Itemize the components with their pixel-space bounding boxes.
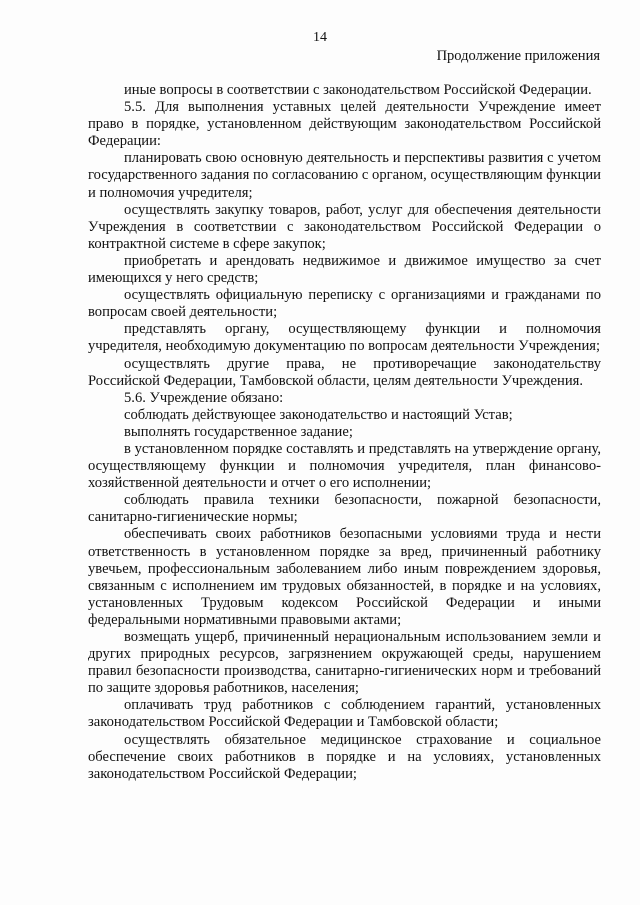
paragraph: соблюдать правила техники безопасности, пожарной безопасности, санитарно-гигиенические нормы;	[88, 492, 601, 526]
paragraph: выполнять государственное задание;	[124, 423, 353, 440]
section-heading: 5.6. Учреждение обязано:	[124, 389, 284, 406]
paragraph: оплачивать труд работников с соблюдением гарантий, установленных законодательством Российской Федерации и Тамбовской области;	[88, 697, 601, 731]
page-number: 14	[313, 30, 327, 45]
document-body	[88, 82, 601, 783]
paragraph: планировать свою основную деятельность и перспективы развития с учетом государственного задания по согласованию с органом, осуществляющим функции и полномочия учредителя;	[88, 150, 601, 201]
paragraph: в установленном порядке составлять и представлять на утверждение органу, осуществляющему функции и полномочия учредителя, план финансово-хозяйственной деятельности и отчет о его исполнении;	[88, 440, 601, 492]
paragraph: представлять органу, осуществляющему функции и полномочия учредителя, необходимую документацию по вопросам деятельности Учреждения;	[88, 321, 601, 355]
paragraph: осуществлять обязательное медицинское страхование и социальное обеспечение своих работников в порядке и на условиях, установленных законодательством Российской Федерации;	[88, 731, 601, 782]
paragraph: осуществлять официальную переписку с организациями и гражданами по вопросам своей деятельности;	[88, 287, 601, 321]
paragraph: иные вопросы в соответствии с законодательством Российской Федерации.	[124, 82, 592, 98]
paragraph: осуществлять закупку товаров, работ, услуг для обеспечения деятельности Учреждения в соответствии с законодательством Российской Федерации о контрактной системе в сфере закупок;	[88, 201, 601, 252]
paragraph: 5.5. Для выполнения уставных целей деятельности Учреждение имеет право в порядке, установленном действующим законодательством Российской Федерации:	[88, 99, 601, 150]
paragraph: обеспечивать своих работников безопасными условиями труда и нести ответственность в установленном порядке за вред, причиненный работнику увечьем, профессиональным заболеванием либо иным повреждением здоровья, связанным с исполнением им трудовых обязанностей, в порядке и на условиях, установленных Трудовым кодексом Российской Федерации и иными федеральными нормативными правовыми актами;	[88, 526, 601, 628]
appendix-continuation-label: Продолжение приложения	[436, 48, 600, 64]
paragraph: возмещать ущерб, причиненный нерациональным использованием земли и других природных ресурсов, загрязнением окружающей среды, нарушением правил безопасности производства, санитарно-гигиенических норм и требований по защите здоровья работников, населения;	[88, 629, 601, 697]
paragraph: осуществлять другие права, не противоречащие законодательству Российской Федерации, Тамбовской области, целям деятельности Учреждения.	[88, 355, 601, 389]
paragraph: приобретать и арендовать недвижимое и движимое имущество за счет имеющихся у него средств;	[88, 252, 601, 287]
paragraph: соблюдать действующее законодательство и настоящий Устав;	[124, 406, 513, 423]
